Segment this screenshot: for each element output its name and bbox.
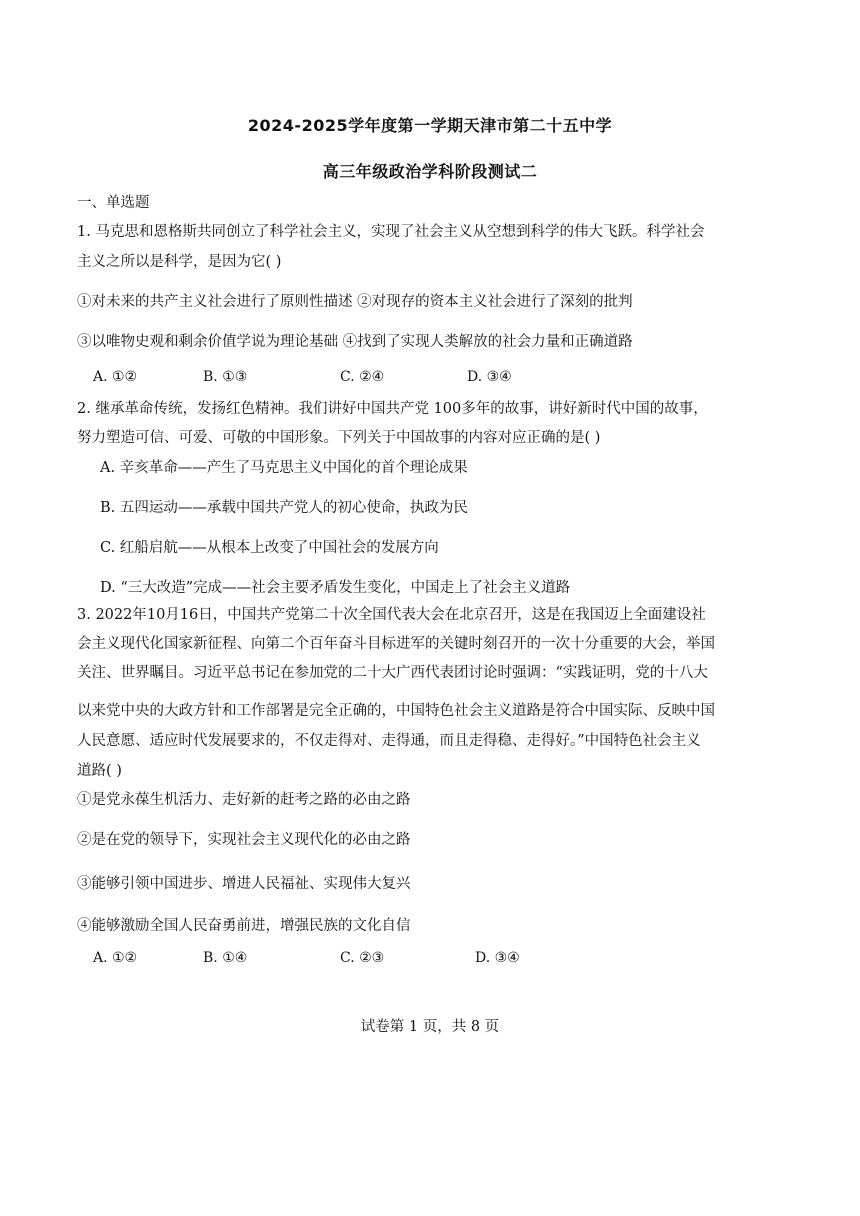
- statement-line: ①是党永葆生机活力、走好新的赶考之路的必由之路: [77, 792, 411, 808]
- option-d: D. ③④: [475, 950, 520, 966]
- statement-line: ④能够激励全国人民奋勇前进，增强民族的文化自信: [77, 918, 411, 934]
- option-a: A. ①②: [93, 369, 138, 385]
- option-a: A. ①②: [93, 950, 138, 966]
- option-c: C. 红船启航——从根本上改变了中国社会的发展方向: [100, 540, 439, 556]
- exam-subtitle: 高三年级政治学科阶段测试二: [322, 162, 538, 181]
- question-stem-line: 以来党中央的大政方针和工作部署是完全正确的，中国特色社会主义道路是符合中国实际、反映中国: [77, 703, 715, 719]
- question-stem-line: 主义之所以是科学，是因为它( ): [77, 254, 282, 270]
- question-stem-line: 2. 继承革命传统，发扬红色精神。我们讲好中国共产党 100多年的故事，讲好新时代中国的故事，: [77, 401, 708, 417]
- question-stem-line: 人民意愿、适应时代发展要求的，不仅走得对、走得通，而且走得稳、走得好。”中国特色社会主义: [77, 733, 701, 749]
- option-b: B. ①④: [203, 950, 248, 966]
- option-d: D. “三大改造”完成——社会主要矛盾发生变化，中国走上了社会主义道路: [100, 580, 571, 596]
- exam-title: 2024-2025学年度第一学期天津市第二十五中学: [247, 116, 613, 135]
- question-stem-line: 会主义现代化国家新征程、向第二个百年奋斗目标进军的关键时刻召开的一次十分重要的大会，举国: [77, 636, 715, 652]
- page-footer: 试卷第 1 页，共 8 页: [360, 1019, 500, 1035]
- question-stem-line: 道路( ): [77, 763, 122, 779]
- option-c: C. ②③: [340, 950, 385, 966]
- option-a: A. 辛亥革命——产生了马克思主义中国化的首个理论成果: [100, 460, 468, 476]
- statement-line: ③以唯物史观和剩余价值学说为理论基础 ④找到了实现人类解放的社会力量和正确道路: [77, 334, 633, 350]
- question-stem-line: 努力塑造可信、可爱、可敬的中国形象。下列关于中国故事的内容对应正确的是( ): [77, 430, 601, 446]
- question-stem-line: 关注、世界瞩目。习近平总书记在参加党的二十大广西代表团讨论时强调：“实践证明，党的十八大: [77, 665, 708, 681]
- option-d: D. ③④: [467, 369, 512, 385]
- section-heading: 一、单选题: [77, 195, 150, 211]
- statement-line: ③能够引领中国进步、增进人民福祉、实现伟大复兴: [77, 876, 411, 892]
- option-b: B. 五四运动——承载中国共产党人的初心使命，执政为民: [100, 500, 468, 516]
- option-b: B. ①③: [203, 369, 248, 385]
- question-stem-line: 1. 马克思和恩格斯共同创立了科学社会主义，实现了社会主义从空想到科学的伟大飞跃。科学社会: [77, 224, 705, 240]
- statement-line: ①对未来的共产主义社会进行了原则性描述 ②对现存的资本主义社会进行了深刻的批判: [77, 294, 633, 310]
- statement-line: ②是在党的领导下，实现社会主义现代化的必由之路: [77, 832, 411, 848]
- option-c: C. ②④: [340, 369, 385, 385]
- question-stem-line: 3. 2022年10月16日，中国共产党第二十次全国代表大会在北京召开，这是在我国迈上全面建设社: [77, 607, 706, 623]
